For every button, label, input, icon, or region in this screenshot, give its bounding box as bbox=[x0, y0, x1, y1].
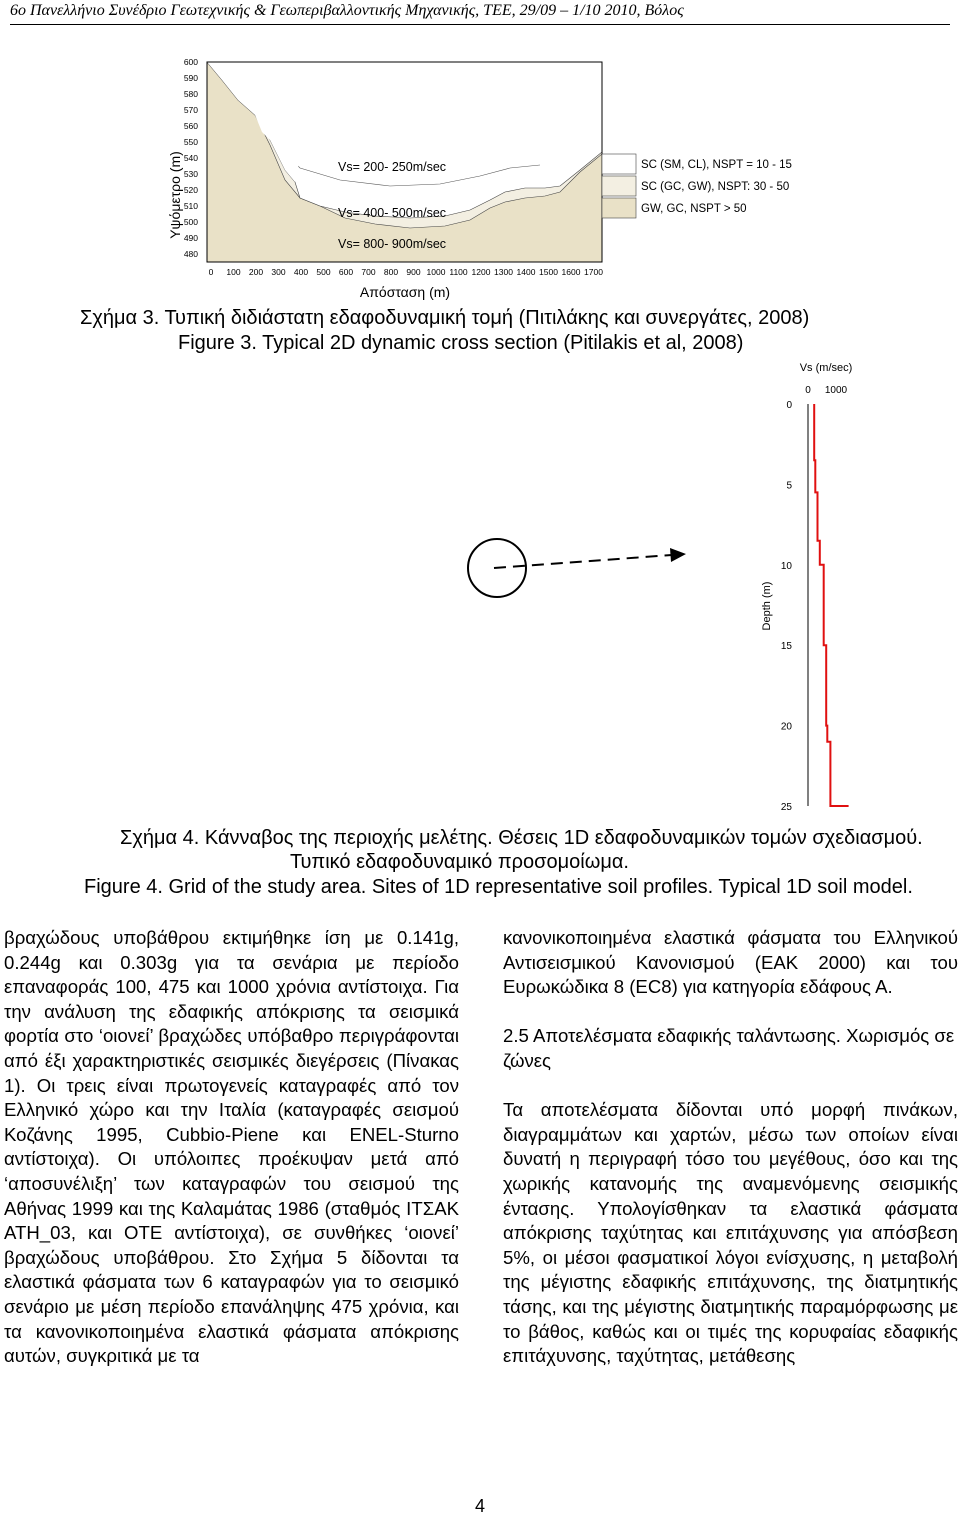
vs-profile-line bbox=[814, 404, 848, 806]
y-tick-600: 600 bbox=[184, 57, 198, 67]
x-tick-1500: 1500 bbox=[539, 267, 558, 277]
layer-label-3: Vs= 800- 900m/sec bbox=[338, 237, 446, 251]
y-tick-540: 540 bbox=[184, 153, 198, 163]
profile-arrow-head bbox=[670, 548, 686, 562]
y-tick-570: 570 bbox=[184, 105, 198, 115]
depth-axis-label: Depth (m) bbox=[761, 582, 773, 631]
figure-4-caption-greek-1: Σχήμα 4. Κάνναβος της περιοχής μελέτης. Θέσεις 1D εδαφοδυναμικών τομών σχεδιασμού. bbox=[120, 826, 923, 850]
x-tick-700: 700 bbox=[361, 267, 375, 277]
profile-arrow-line bbox=[494, 555, 672, 568]
depth-tick-5: 5 bbox=[786, 480, 792, 491]
legend-swatch bbox=[602, 176, 636, 196]
profile-x-tick-1000: 1000 bbox=[825, 385, 848, 396]
y-tick-550: 550 bbox=[184, 137, 198, 147]
depth-tick-10: 10 bbox=[781, 561, 793, 572]
depth-tick-0: 0 bbox=[786, 400, 792, 411]
layer-label-2: Vs= 400- 500m/sec bbox=[338, 206, 446, 220]
x-axis-label: Απόσταση (m) bbox=[360, 284, 450, 300]
depth-tick-20: 20 bbox=[781, 722, 793, 733]
y-tick-590: 590 bbox=[184, 73, 198, 83]
x-tick-1700: 1700 bbox=[584, 267, 603, 277]
x-tick-500: 500 bbox=[316, 267, 330, 277]
legend-label: GW, GC, NSPT > 50 bbox=[641, 203, 747, 215]
profile-x-ticks bbox=[805, 385, 847, 396]
x-tick-1000: 1000 bbox=[427, 267, 446, 277]
x-tick-900: 900 bbox=[406, 267, 420, 277]
y-tick-520: 520 bbox=[184, 185, 198, 195]
x-tick-300: 300 bbox=[271, 267, 285, 277]
layer-label-1: Vs= 200- 250m/sec bbox=[338, 160, 446, 174]
figure-4-caption-english: Figure 4. Grid of the study area. Sites of 1D representative soil profiles. Typical 1D soil model. bbox=[84, 875, 913, 899]
y-tick-560: 560 bbox=[184, 121, 198, 131]
x-tick-labels bbox=[209, 267, 604, 277]
y-tick-480: 480 bbox=[184, 249, 198, 259]
figure-3-caption-english: Figure 3. Typical 2D dynamic cross section (Pitilakis et al, 2008) bbox=[178, 331, 743, 355]
x-tick-800: 800 bbox=[384, 267, 398, 277]
y-tick-500: 500 bbox=[184, 217, 198, 227]
profile-title: Vs (m/sec) bbox=[800, 362, 853, 374]
x-tick-1100: 1100 bbox=[449, 267, 468, 277]
legend-swatch bbox=[602, 154, 636, 174]
right-paragraph-1: κανονικοποιημένα ελαστικά φάσματα του Ελληνικού Αντισεισμικού Κανονισμού (ΕΑΚ 2000) και του Ευρωκώδικα 8 (EC8) για κατηγορία εδάφους Α. bbox=[503, 926, 958, 1000]
y-tick-490: 490 bbox=[184, 233, 198, 243]
y-tick-510: 510 bbox=[184, 201, 198, 211]
section-heading: 2.5 Αποτελέσματα εδαφικής ταλάντωσης. Χωρισμός σε ζώνες bbox=[503, 1024, 958, 1073]
depth-tick-15: 15 bbox=[781, 641, 793, 652]
figure-3-cross-section bbox=[0, 40, 960, 300]
y-tick-580: 580 bbox=[184, 89, 198, 99]
x-tick-1400: 1400 bbox=[517, 267, 536, 277]
y-tick-530: 530 bbox=[184, 169, 198, 179]
page-number: 4 bbox=[0, 1496, 960, 1517]
legend-label: SC (SM, CL), NSPT = 10 - 15 bbox=[641, 159, 792, 171]
x-tick-100: 100 bbox=[226, 267, 240, 277]
x-tick-1300: 1300 bbox=[494, 267, 513, 277]
figure-4-caption-greek-2: Τυπικό εδαφοδυναμικό προσομοίωμα. bbox=[290, 850, 629, 874]
profile-x-tick-0: 0 bbox=[805, 385, 811, 396]
legend-label: SC (GC, GW), NSPT: 30 - 50 bbox=[641, 181, 789, 193]
x-tick-200: 200 bbox=[249, 267, 263, 277]
depth-tick-25: 25 bbox=[781, 802, 793, 813]
y-tick-labels bbox=[184, 57, 198, 259]
right-paragraph-2: Τα αποτελέσματα δίδονται υπό μορφή πινάκων, διαγραμμάτων και χαρτών, μέσω των οποίων είναι δυνατή η περιγραφή τόσο του μεγέθους, όσο και της χωρικής κατανομής της αναμενόμενης σεισμικής έντασης. Υπολογίσθηκαν τα ελαστικά φάσματα απόκρισης ταχύτητας και επιτάχυνσης για απόσβεση 5%, οι μέσοι φασματικοί λόγοι ενίσχυσης, η μεταβολή της μέγιστης εδαφικής επιτάχυνσης, της διατμητικής τάσης, και της μέγιστης διατμητικής παραμόρφωσης με το βάθος, καθώς και οι τιμές της κορυφαίας εδαφικής επιτάχυνσης, ταχύτητας, μετάθεσης bbox=[503, 1098, 958, 1369]
legend bbox=[602, 154, 792, 218]
left-column bbox=[4, 926, 459, 1369]
left-paragraph: βραχώδους υποβάθρου εκτιμήθηκε ίση με 0.141g, 0.244g και 0.303g για τα σενάρια με περίοδο επαναφοράς 100, 475 και 1000 χρόνια αντίστοιχα. Για την ανάλυση της εδαφικής απόκρισης τα σεισμικά φορτία στο ‘οιονεί’ βραχώδες υπόβαθρο περιγράφονται από έξι χαρακτηριστικές σεισμικές διεγέρσεις (Πίνακας 1). Οι τρεις είναι πρωτογενείς καταγραφές από τον Ελληνικό χώρο και την Ιταλία (καταγραφές σεισμού Κοζάνης 1995, Cubbio-Piene και ENEL-Sturno αντίστοιχα). Οι υπόλοιπες προέκυψαν μετά από ‘αποσυνέλιξη’ των καταγραφών του σεισμού της Αθήνας 1999 και της Καλαμάτας 1986 (σταθμός ΙΤΣΑΚ ATH_03, και ΟΤΕ αντίστοιχα), σε συνθήκες ‘οιονεί’ βραχώδους υποβάθρου. Στο Σχήμα 5 δίδονται τα ελαστικά φάσματα των 6 καταγραφών για το σεισμικό σενάριο με μέση περίοδο επανάληψης 475 χρόνια, και τα κανονικοποιημένα ελαστικά φάσματα απόκρισης αυτών, συγκριτικά με τα bbox=[4, 926, 459, 1369]
x-tick-1600: 1600 bbox=[562, 267, 581, 277]
legend-swatch bbox=[602, 198, 636, 218]
running-header: 6ο Πανελλήνιο Συνέδριο Γεωτεχνικής & Γεωπεριβαλλοντικής Μηχανικής, ΤΕΕ, 29/09 – 1/10 2010, Βόλος bbox=[10, 0, 950, 25]
x-tick-600: 600 bbox=[339, 267, 353, 277]
x-tick-1200: 1200 bbox=[472, 267, 491, 277]
x-tick-400: 400 bbox=[294, 267, 308, 277]
x-tick-0: 0 bbox=[209, 267, 214, 277]
figure-4-grid-and-profile bbox=[0, 358, 960, 818]
profile-depth-ticks bbox=[781, 400, 793, 813]
y-axis-label: Υψόμετρο (m) bbox=[167, 151, 183, 239]
right-column bbox=[503, 926, 958, 1369]
figure-3-caption-greek: Σχήμα 3. Τυπική διδιάστατη εδαφοδυναμική τομή (Πιτιλάκης και συνεργάτες, 2008) bbox=[80, 306, 809, 330]
